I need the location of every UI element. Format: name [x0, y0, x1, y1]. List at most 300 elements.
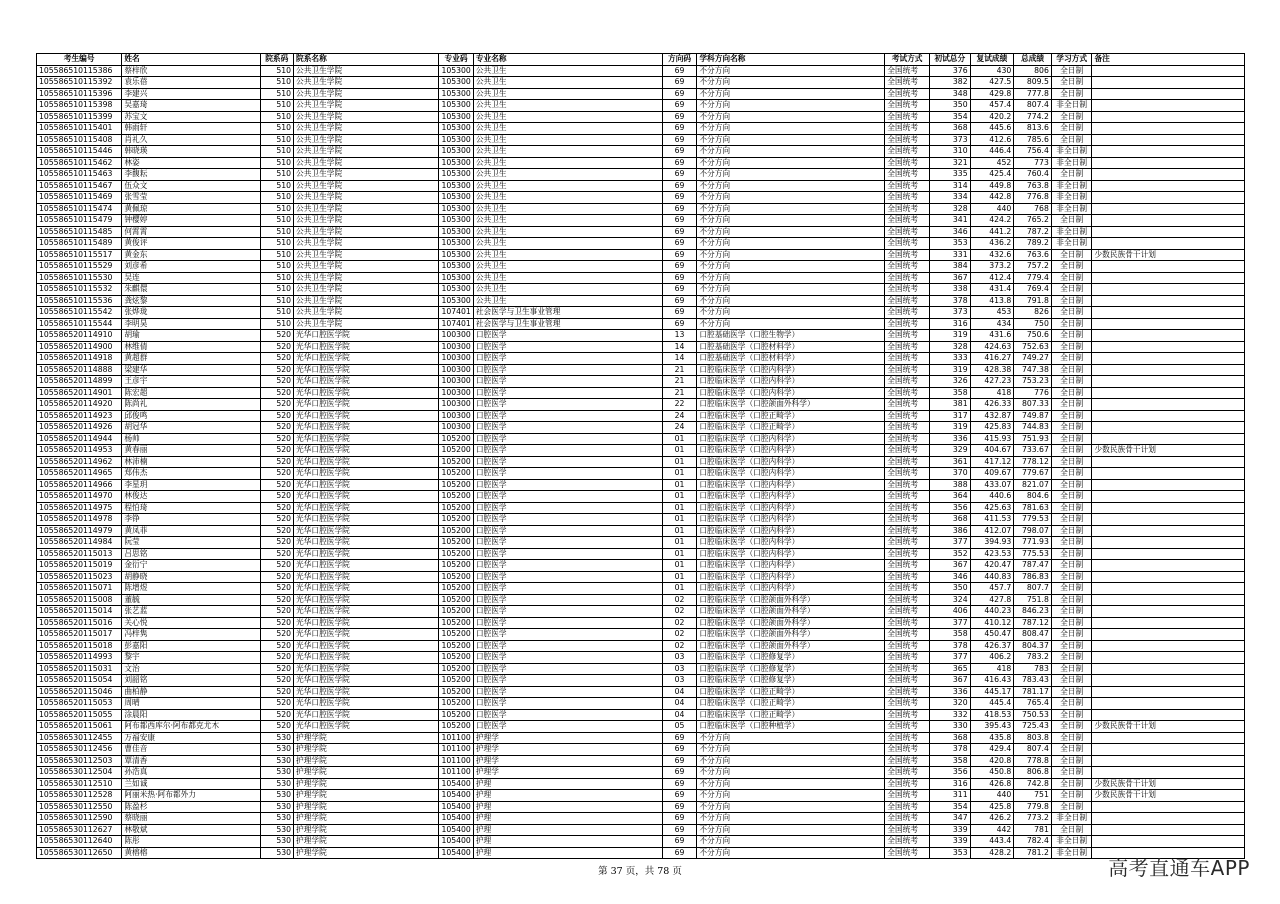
cell-initial-score: 334 [929, 192, 970, 204]
cell-major-code: 107401 [439, 318, 474, 330]
cell-initial-score: 364 [929, 491, 970, 503]
cell-retest-score: 423.53 [970, 548, 1014, 560]
cell-initial-score: 368 [929, 732, 970, 744]
cell-initial-score: 348 [929, 88, 970, 100]
cell-remarks [1092, 640, 1245, 652]
cell-dept-code: 510 [260, 249, 294, 261]
cell-initial-score: 378 [929, 295, 970, 307]
cell-dept-name: 光华口腔医学院 [294, 525, 439, 537]
cell-dept-name: 公共卫生学院 [294, 111, 439, 123]
cell-exam-type: 全国统考 [885, 709, 930, 721]
table-row [37, 847, 1245, 859]
cell-candidate-id: 105586510115536 [37, 295, 122, 307]
cell-candidate-id: 105586510115532 [37, 284, 122, 296]
cell-dept-code: 520 [260, 686, 294, 698]
cell-initial-score: 377 [929, 652, 970, 664]
cell-remarks [1092, 65, 1245, 77]
cell-dept-code: 520 [260, 387, 294, 399]
cell-study-mode: 全日制 [1051, 594, 1092, 606]
cell-exam-type: 全国统考 [885, 571, 930, 583]
cell-dept-name: 护理学院 [294, 732, 439, 744]
cell-dept-name: 光华口腔医学院 [294, 698, 439, 710]
cell-exam-type: 全国统考 [885, 111, 930, 123]
cell-exam-type: 全国统考 [885, 629, 930, 641]
cell-dept-code: 510 [260, 169, 294, 181]
cell-study-mode: 全日制 [1051, 755, 1092, 767]
header-remarks: 备注 [1092, 54, 1245, 66]
cell-total-score: 742.8 [1014, 778, 1052, 790]
cell-retest-score: 432.6 [970, 249, 1014, 261]
cell-dept-code: 510 [260, 77, 294, 89]
cell-major-name: 护理学 [473, 744, 662, 756]
cell-direction-code: 69 [662, 284, 697, 296]
cell-dept-name: 公共卫生学院 [294, 203, 439, 215]
cell-major-name: 公共卫生 [473, 157, 662, 169]
cell-retest-score: 410.12 [970, 617, 1014, 629]
cell-initial-score: 353 [929, 238, 970, 250]
cell-major-name: 口腔医学 [473, 514, 662, 526]
cell-candidate-id: 105586510115530 [37, 272, 122, 284]
cell-remarks [1092, 617, 1245, 629]
cell-dept-name: 光华口腔医学院 [294, 594, 439, 606]
cell-remarks [1092, 456, 1245, 468]
cell-retest-score: 418 [970, 663, 1014, 675]
cell-exam-type: 全国统考 [885, 77, 930, 89]
cell-major-code: 105200 [439, 721, 474, 733]
cell-name: 李铮 [122, 514, 260, 526]
cell-major-code: 105200 [439, 502, 474, 514]
cell-initial-score: 316 [929, 778, 970, 790]
cell-dept-name: 光华口腔医学院 [294, 445, 439, 457]
cell-direction-name: 口腔临床医学（口腔内科学） [697, 364, 885, 376]
cell-major-name: 口腔医学 [473, 652, 662, 664]
cell-name: 孙浩真 [122, 767, 260, 779]
cell-retest-score: 428.2 [970, 847, 1014, 859]
cell-total-score: 778.12 [1014, 456, 1052, 468]
cell-major-code: 105200 [439, 663, 474, 675]
cell-exam-type: 全国统考 [885, 778, 930, 790]
cell-total-score: 779.53 [1014, 514, 1052, 526]
table-row [37, 180, 1245, 192]
cell-total-score: 826 [1014, 307, 1052, 319]
cell-candidate-id: 105586510115485 [37, 226, 122, 238]
cell-major-code: 105400 [439, 801, 474, 813]
cell-major-name: 口腔医学 [473, 376, 662, 388]
cell-total-score: 749.87 [1014, 410, 1052, 422]
cell-dept-code: 520 [260, 525, 294, 537]
cell-major-name: 公共卫生 [473, 65, 662, 77]
cell-total-score: 757.2 [1014, 261, 1052, 273]
cell-retest-score: 440.23 [970, 606, 1014, 618]
cell-dept-code: 520 [260, 709, 294, 721]
table-row [37, 399, 1245, 411]
cell-retest-score: 434 [970, 318, 1014, 330]
cell-candidate-id: 105586510115401 [37, 123, 122, 135]
cell-major-name: 护理 [473, 790, 662, 802]
cell-dept-code: 520 [260, 698, 294, 710]
cell-major-name: 口腔医学 [473, 491, 662, 503]
cell-name: 龚炫黎 [122, 295, 260, 307]
cell-retest-score: 412.4 [970, 272, 1014, 284]
table-row [37, 111, 1245, 123]
cell-dept-name: 光华口腔医学院 [294, 479, 439, 491]
cell-name: 陈增煜 [122, 583, 260, 595]
cell-dept-code: 520 [260, 491, 294, 503]
cell-major-name: 口腔医学 [473, 502, 662, 514]
cell-direction-name: 口腔临床医学（口腔内科学） [697, 491, 885, 503]
cell-direction-name: 口腔临床医学（口腔内科学） [697, 525, 885, 537]
cell-total-score: 804.6 [1014, 491, 1052, 503]
cell-major-code: 100300 [439, 410, 474, 422]
table-row [37, 640, 1245, 652]
cell-initial-score: 319 [929, 330, 970, 342]
cell-major-code: 105400 [439, 847, 474, 859]
cell-candidate-id: 105586520114899 [37, 376, 122, 388]
cell-dept-code: 510 [260, 157, 294, 169]
cell-direction-name: 不分方向 [697, 180, 885, 192]
cell-name: 万福安康 [122, 732, 260, 744]
cell-direction-code: 69 [662, 778, 697, 790]
cell-exam-type: 全国统考 [885, 238, 930, 250]
table-row [37, 295, 1245, 307]
cell-study-mode: 非全日制 [1051, 146, 1092, 158]
cell-exam-type: 全国统考 [885, 640, 930, 652]
cell-direction-name: 口腔临床医学（口腔种植学） [697, 721, 885, 733]
cell-dept-code: 530 [260, 836, 294, 848]
cell-initial-score: 354 [929, 111, 970, 123]
cell-candidate-id: 105586530112456 [37, 744, 122, 756]
cell-remarks [1092, 560, 1245, 572]
cell-name: 胡静晓 [122, 571, 260, 583]
cell-name: 胡瑜 [122, 330, 260, 342]
cell-study-mode: 全日制 [1051, 111, 1092, 123]
cell-major-code: 100300 [439, 341, 474, 353]
cell-exam-type: 全国统考 [885, 433, 930, 445]
cell-study-mode: 全日制 [1051, 77, 1092, 89]
cell-exam-type: 全国统考 [885, 847, 930, 859]
cell-exam-type: 全国统考 [885, 146, 930, 158]
cell-remarks [1092, 422, 1245, 434]
cell-total-score: 781.17 [1014, 686, 1052, 698]
cell-study-mode: 全日制 [1051, 330, 1092, 342]
cell-dept-code: 530 [260, 778, 294, 790]
cell-retest-score: 443.4 [970, 836, 1014, 848]
cell-remarks [1092, 157, 1245, 169]
cell-dept-name: 光华口腔医学院 [294, 629, 439, 641]
cell-candidate-id: 105586520114923 [37, 410, 122, 422]
cell-total-score: 744.83 [1014, 422, 1052, 434]
cell-remarks [1092, 364, 1245, 376]
cell-dept-code: 520 [260, 468, 294, 480]
cell-candidate-id: 105586520114993 [37, 652, 122, 664]
cell-name: 刘彦希 [122, 261, 260, 273]
cell-name: 陈宏超 [122, 387, 260, 399]
cell-dept-name: 光华口腔医学院 [294, 652, 439, 664]
cell-study-mode: 全日制 [1051, 617, 1092, 629]
cell-direction-name: 口腔临床医学（口腔内科学） [697, 468, 885, 480]
cell-initial-score: 319 [929, 422, 970, 434]
cell-candidate-id: 105586510115469 [37, 192, 122, 204]
cell-total-score: 749.27 [1014, 353, 1052, 365]
cell-direction-code: 69 [662, 146, 697, 158]
table-row [37, 192, 1245, 204]
cell-retest-score: 425.4 [970, 169, 1014, 181]
cell-exam-type: 全国统考 [885, 525, 930, 537]
cell-direction-code: 02 [662, 640, 697, 652]
cell-major-code: 105300 [439, 192, 474, 204]
cell-retest-score: 412.07 [970, 525, 1014, 537]
cell-remarks [1092, 284, 1245, 296]
cell-retest-score: 442 [970, 824, 1014, 836]
cell-candidate-id: 105586520114979 [37, 525, 122, 537]
cell-initial-score: 356 [929, 767, 970, 779]
cell-direction-code: 02 [662, 606, 697, 618]
cell-candidate-id: 105586510115462 [37, 157, 122, 169]
cell-name: 吕思铭 [122, 548, 260, 560]
cell-total-score: 807.7 [1014, 583, 1052, 595]
cell-dept-name: 公共卫生学院 [294, 215, 439, 227]
cell-remarks [1092, 548, 1245, 560]
cell-candidate-id: 105586520115016 [37, 617, 122, 629]
cell-total-score: 725.43 [1014, 721, 1052, 733]
cell-dept-name: 光华口腔医学院 [294, 353, 439, 365]
cell-candidate-id: 105586520115014 [37, 606, 122, 618]
cell-exam-type: 全国统考 [885, 226, 930, 238]
cell-total-score: 783.2 [1014, 652, 1052, 664]
cell-remarks [1092, 767, 1245, 779]
cell-major-name: 公共卫生 [473, 192, 662, 204]
cell-initial-score: 388 [929, 479, 970, 491]
cell-direction-code: 04 [662, 686, 697, 698]
cell-retest-score: 420.2 [970, 111, 1014, 123]
cell-major-name: 口腔医学 [473, 675, 662, 687]
table-row [37, 100, 1245, 112]
cell-retest-score: 409.67 [970, 468, 1014, 480]
cell-major-code: 105300 [439, 100, 474, 112]
cell-dept-code: 520 [260, 422, 294, 434]
cell-direction-code: 69 [662, 732, 697, 744]
cell-major-name: 公共卫生 [473, 203, 662, 215]
cell-retest-score: 430 [970, 65, 1014, 77]
cell-study-mode: 全日制 [1051, 652, 1092, 664]
cell-major-name: 口腔医学 [473, 387, 662, 399]
cell-direction-code: 04 [662, 709, 697, 721]
cell-major-code: 105200 [439, 433, 474, 445]
cell-dept-name: 光华口腔医学院 [294, 606, 439, 618]
cell-remarks [1092, 180, 1245, 192]
table-row [37, 675, 1245, 687]
cell-major-name: 口腔医学 [473, 341, 662, 353]
cell-remarks [1092, 261, 1245, 273]
cell-study-mode: 非全日制 [1051, 238, 1092, 250]
cell-study-mode: 全日制 [1051, 307, 1092, 319]
cell-major-code: 105300 [439, 77, 474, 89]
cell-major-name: 口腔医学 [473, 698, 662, 710]
cell-study-mode: 全日制 [1051, 88, 1092, 100]
cell-initial-score: 310 [929, 146, 970, 158]
cell-study-mode: 全日制 [1051, 341, 1092, 353]
cell-name: 黄俊评 [122, 238, 260, 250]
cell-major-name: 口腔医学 [473, 617, 662, 629]
header-dept-name: 院系名称 [294, 54, 439, 66]
cell-remarks [1092, 146, 1245, 158]
cell-major-code: 100300 [439, 330, 474, 342]
table-row [37, 376, 1245, 388]
cell-candidate-id: 105586510115446 [37, 146, 122, 158]
cell-major-code: 100300 [439, 364, 474, 376]
cell-major-code: 105200 [439, 698, 474, 710]
cell-major-code: 105200 [439, 491, 474, 503]
cell-initial-score: 330 [929, 721, 970, 733]
cell-major-name: 口腔医学 [473, 364, 662, 376]
cell-major-code: 105300 [439, 146, 474, 158]
cell-candidate-id: 105586510115529 [37, 261, 122, 273]
cell-direction-code: 69 [662, 813, 697, 825]
cell-dept-code: 510 [260, 180, 294, 192]
cell-retest-score: 440.83 [970, 571, 1014, 583]
cell-dept-code: 510 [260, 215, 294, 227]
cell-retest-score: 420.8 [970, 755, 1014, 767]
cell-direction-name: 不分方向 [697, 65, 885, 77]
cell-name: 李馥耘 [122, 169, 260, 181]
cell-dept-name: 护理学院 [294, 778, 439, 790]
cell-exam-type: 全国统考 [885, 399, 930, 411]
cell-remarks: 少数民族骨干计划 [1092, 790, 1245, 802]
cell-major-name: 口腔医学 [473, 445, 662, 457]
table-row [37, 364, 1245, 376]
table-row [37, 836, 1245, 848]
table-row [37, 146, 1245, 158]
cell-exam-type: 全国统考 [885, 272, 930, 284]
cell-direction-name: 不分方向 [697, 192, 885, 204]
cell-dept-name: 光华口腔医学院 [294, 410, 439, 422]
cell-direction-code: 69 [662, 744, 697, 756]
cell-retest-score: 449.8 [970, 180, 1014, 192]
table-row [37, 249, 1245, 261]
cell-name: 袁乐蓓 [122, 77, 260, 89]
cell-study-mode: 全日制 [1051, 261, 1092, 273]
cell-total-score: 769.4 [1014, 284, 1052, 296]
cell-direction-code: 69 [662, 157, 697, 169]
cell-direction-name: 不分方向 [697, 226, 885, 238]
cell-direction-code: 01 [662, 456, 697, 468]
cell-study-mode: 非全日制 [1051, 847, 1092, 859]
cell-dept-name: 公共卫生学院 [294, 284, 439, 296]
cell-total-score: 779.8 [1014, 801, 1052, 813]
cell-direction-name: 口腔临床医学（口腔正畸学） [697, 422, 885, 434]
cell-name: 韩晓瑛 [122, 146, 260, 158]
cell-total-score: 807.33 [1014, 399, 1052, 411]
cell-remarks [1092, 226, 1245, 238]
table-row [37, 755, 1245, 767]
cell-direction-code: 69 [662, 238, 697, 250]
table-row [37, 813, 1245, 825]
cell-dept-code: 510 [260, 100, 294, 112]
cell-candidate-id: 105586520114965 [37, 468, 122, 480]
cell-major-code: 101100 [439, 767, 474, 779]
cell-study-mode: 全日制 [1051, 272, 1092, 284]
cell-retest-score: 426.8 [970, 778, 1014, 790]
cell-study-mode: 全日制 [1051, 537, 1092, 549]
cell-retest-score: 413.8 [970, 295, 1014, 307]
header-direction-code: 方向码 [662, 54, 697, 66]
cell-exam-type: 全国统考 [885, 364, 930, 376]
cell-retest-score: 441.2 [970, 226, 1014, 238]
cell-candidate-id: 105586520114978 [37, 514, 122, 526]
cell-major-name: 护理 [473, 847, 662, 859]
cell-exam-type: 全国统考 [885, 318, 930, 330]
cell-major-code: 105300 [439, 249, 474, 261]
cell-retest-score: 426.33 [970, 399, 1014, 411]
cell-name: 郑伟杰 [122, 468, 260, 480]
cell-retest-score: 457.4 [970, 100, 1014, 112]
table-row [37, 594, 1245, 606]
header-direction-name: 学科方向名称 [697, 54, 885, 66]
cell-dept-code: 510 [260, 318, 294, 330]
cell-direction-code: 69 [662, 65, 697, 77]
cell-total-score: 791.8 [1014, 295, 1052, 307]
table-row [37, 410, 1245, 422]
cell-remarks [1092, 537, 1245, 549]
cell-remarks [1092, 836, 1245, 848]
cell-dept-code: 520 [260, 514, 294, 526]
cell-total-score: 804.37 [1014, 640, 1052, 652]
cell-retest-score: 426.2 [970, 813, 1014, 825]
cell-dept-name: 护理学院 [294, 836, 439, 848]
cell-candidate-id: 105586520115019 [37, 560, 122, 572]
cell-dept-name: 光华口腔医学院 [294, 663, 439, 675]
cell-study-mode: 非全日制 [1051, 180, 1092, 192]
cell-direction-code: 14 [662, 353, 697, 365]
cell-initial-score: 324 [929, 594, 970, 606]
cell-exam-type: 全国统考 [885, 134, 930, 146]
cell-major-name: 公共卫生 [473, 284, 662, 296]
cell-remarks [1092, 387, 1245, 399]
cell-dept-name: 护理学院 [294, 767, 439, 779]
cell-major-code: 105300 [439, 88, 474, 100]
cell-study-mode: 全日制 [1051, 583, 1092, 595]
cell-remarks [1092, 353, 1245, 365]
cell-initial-score: 373 [929, 134, 970, 146]
cell-major-name: 口腔医学 [473, 721, 662, 733]
cell-initial-score: 314 [929, 180, 970, 192]
cell-direction-code: 02 [662, 617, 697, 629]
cell-exam-type: 全国统考 [885, 422, 930, 434]
cell-initial-score: 381 [929, 399, 970, 411]
cell-remarks [1092, 675, 1245, 687]
cell-direction-code: 69 [662, 307, 697, 319]
cell-dept-name: 光华口腔医学院 [294, 537, 439, 549]
cell-name: 李建兴 [122, 88, 260, 100]
cell-direction-name: 口腔临床医学（口腔颌面外科学） [697, 594, 885, 606]
cell-total-score: 747.38 [1014, 364, 1052, 376]
cell-candidate-id: 105586520115017 [37, 629, 122, 641]
cell-candidate-id: 105586520115031 [37, 663, 122, 675]
cell-major-name: 口腔医学 [473, 663, 662, 675]
cell-initial-score: 335 [929, 169, 970, 181]
cell-direction-name: 不分方向 [697, 146, 885, 158]
cell-dept-name: 公共卫生学院 [294, 180, 439, 192]
page-footer: 第 37 页，共 78 页 [598, 866, 682, 877]
cell-direction-name: 口腔临床医学（口腔修复学） [697, 652, 885, 664]
cell-major-code: 105200 [439, 675, 474, 687]
cell-direction-name: 不分方向 [697, 318, 885, 330]
cell-exam-type: 全国统考 [885, 65, 930, 77]
cell-dept-name: 公共卫生学院 [294, 88, 439, 100]
table-row [37, 445, 1245, 457]
cell-candidate-id: 105586520115053 [37, 698, 122, 710]
cell-study-mode: 全日制 [1051, 284, 1092, 296]
